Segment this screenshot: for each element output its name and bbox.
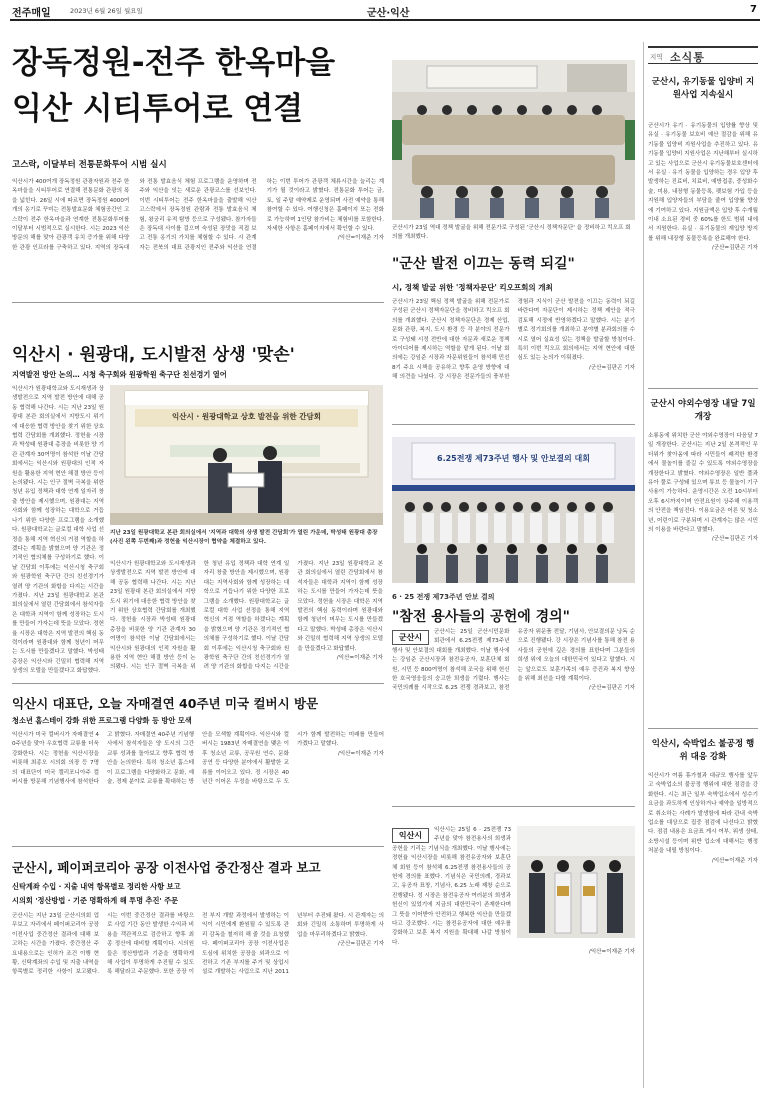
story1-byline: /익산=이재준 기자: [337, 235, 384, 242]
sidebar-divider-1: [648, 388, 758, 389]
story7-byline: /익산=이재준 기자: [588, 949, 635, 956]
sidebar-header-title: 소식통: [670, 51, 705, 64]
story3-body: 익산시가 미국 컬버시가 자매결연 40주년을 맞아 우호협력 교류를 더욱 강화한다. 시는 정헌율 익산시장을 비롯해 최종오 시의회 의장 등 7명의 대표단이 미국 캘리포니아주 컬버시를 방문해 기념행사에 참석한다고 밝혔다. 자매결연 40주년 기념행사에서 참석자들은 양 도시의 그간 교류 성과를 돌아보고 향후 협력 방안을 논의한다. 특히 청소년 홈스테이 프로그램을 다양화하고 문화, 예술, 경제 분야로 교류를 확대하는 방안을 모색할 계획이다. 익산시와 컬버시는 1983년 자매결연을 맺은 이후 청소년 교류, 공무원 연수, 문화공연 등 다양한 분야에서 활발한 교류를 이어오고 있다. 정 시장은 40년간 이어온 우정을 바탕으로 두 도시가 함께 발전하는 미래를 만들어 가겠다고 말했다. /익산=이재준 기자: [12, 732, 384, 786]
story3-bottom-rule: [12, 846, 384, 847]
story5-subhead: 시, 정책 발굴 위한 '정책자문단' 킥오프회의 개최: [392, 283, 553, 292]
honor-ceremony-photo-illustration: [517, 826, 635, 938]
story1-headline-line1: 장독정원-전주 한옥마을: [12, 45, 336, 81]
story3-subhead: 청소년 홈스테이 강화 위한 프로그램 다양화 등 방안 모색: [12, 716, 192, 725]
story2-byline: /익산=이재준 기자: [336, 655, 383, 662]
masthead-paper-name: 전주매일: [12, 8, 51, 19]
story6-photo-ceremony: [392, 437, 635, 583]
sidebar-header: [648, 46, 758, 64]
story3-byline: /익산=이재준 기자: [337, 750, 384, 757]
story1-subhead: 고스락, 이달부터 전통문화투어 시범 실시: [12, 160, 167, 170]
story6-byline: /군산=김판곤 기자: [588, 685, 635, 692]
story1-headline-line2: 익산 시티투어로 연결: [12, 91, 304, 127]
sidebar-item-1-title: 군산시, 유기동물 입양비 지원사업 지속실시: [651, 77, 755, 100]
sidebar-item-2-body: 소룡동에 위치한 군산 야외수영장이 다음달 7일 개장한다. 군산시는 지난 2일 본격적인 무더위가 찾아옴에 따라 시민들이 쾌적한 환경에서 물놀이를 즐길 수 있도록 야외수영장을 개장한다고 밝혔다. 야외수영장은 일반 풀과 유아 풀로 구성돼 있으며 튜브 등 물놀이 기구 사용이 가능하다. 운영시간은 오전 10시부터 오후 6시까지이며 안전요원이 상주해 이용객의 안전을 책임진다. 이용요금은 어른 및 청소년, 어린이로 구분되며 시 관계자는 많은 시민의 이용을 바란다고 말했다. /군산=김판곤 기자: [648, 432, 758, 714]
story6-label: 6 · 25 전쟁 제73주년 안보 결의: [392, 593, 495, 601]
story6-headline: "참전 용사들의 공헌에 경의": [392, 609, 570, 625]
sidebar-item-3-title: 익산시, 숙박업소 불공정 행위 대응 강화: [651, 739, 755, 762]
story5-bottom-rule: [392, 424, 635, 425]
meeting-room-photo-illustration: [392, 60, 635, 220]
story7-body: 익산시는 25일 6 · 25전쟁 73주년을 맞아 참전용사의 희생과 공헌을 기리는 기념식을 개최했다. 이날 행사에는 정헌율 익산시장을 비롯해 참전유공자와 보훈단체 회원 등이 참석해 6.25전쟁 참전용사들의 공헌에 경의를 표했다. 기념식은 국민의례, 경과보고, 유공자 표창, 기념사, 6.25 노래 제창 순으로 진행됐다. 정 시장은 참전유공자 여러분의 희생과 헌신이 있었기에 지금의 대한민국이 존재한다며 그 뜻을 이어받아 안전하고 행복한 익산을 만들겠다고 강조했다. 시는 참전유공자에 대한 예우를 강화하고 보훈 복지 지원을 확대해 나갈 방침이다. /익산=이재준 기자: [392, 826, 635, 1088]
sidebar-header-prefix: 지역: [650, 53, 663, 61]
sidebar-item-1-body: 군산시가 유기 · 유기동물의 입양률 향상 및 유실 · 유기동물 보호비 예산 절감을 위해 유기동물 입양비 지원사업을 추진하고 있다. 유기동물 입양비 지원사업은 지난해부터 실시하고 있는 사업으로 군산시 유기동물보호센터에서 유실 · 유기 동물을 입양하는 경우 입양 후 발생하는 진료비, 치료비, 예방접종, 중성화수술, 미용, 내장형 동물등록, 펫보험 가입 등을 지원해 입양자들의 부담을 줄여 입양률 향상에 기여하고 있다. 지원금액은 입양 후 수개월 이내 소요된 경비 중 60%를 한도 범위 내에서 지원한다. 유실 · 유기동물의 재입양 방지를 위해 내장형 동물등록을 완료해야 한다. /군산=김판곤 기자: [648, 122, 758, 382]
story4-subhead2: 시의회 '정산방법 · 기준 명확하게 해 투명 추진' 주문: [12, 896, 179, 905]
story2-body-right: 익산시가 원광대학교와 도시재생과 상생발전으로 지역 발전 방안에 대해 공동 협력해 나간다. 시는 지난 23일 원광대 본관 회의실에서 지방도시 위기에 대응한 협력 방안을 찾기 위한 상호협력 간담회를 개최했다. 정헌율 시장과 박성태 원광대 총장을 비롯한 양 기관 관계자 30여명이 참석한 이날 간담회에서는 익산시와 원광대의 인적 자원을 활용한 지역 현안 해결 방안 등이 논의됐다. 시는 인구 절벽 극복을 위한 청년 유입 정책과 대학 연계 일자리 창출 방안을 제시했으며, 원광대는 지역사회와 함께 성장하는 대학으로 거듭나기 위한 다양한 프로그램을 소개했다. 원광대학교는 글로컬 대학 사업 선정을 통해 지역 혁신의 거점 역할을 하겠다는 계획을 밝혔으며 양 기관은 정기적인 협의체를 구성하기로 했다. 이날 간담회 이후에는 익산시청 축구회와 원광학원 축구단 간의 친선경기가 열려 양 기관의 화합을 다지는 시간을 가졌다. 지난 23일 원광대학교 본관 회의실에서 열린 간담회에서 참석자들은 대학과 지역이 함께 성장하는 도시를 만들어 가자는데 뜻을 모았다. 정헌율 시장은 대학은 지역 발전의 핵심 동력이라며 원광대와 함께 청년이 머무는 도시를 만들겠다고 말했다. 박성태 총장은 익산시와 긴밀히 협력해 지역 상생의 모델을 만들겠다고 화답했다. /익산=이재준 기자: [110, 561, 383, 671]
story5-byline: /군산=김판곤 기자: [588, 364, 635, 371]
story1-bottom-rule: [12, 302, 384, 303]
sidebar-item-3: [648, 738, 758, 1082]
story5-caption: 군산시가 23일 역대 정책 발굴을 위해 전문가로 구성된 '군산시 정책자문단' 을 정비하고 킥오프 회의를 개최했다.: [392, 225, 631, 240]
masthead-section: 군산·익산: [367, 8, 410, 19]
story6-bottom-rule: [392, 806, 635, 807]
sidebar-divider-2: [648, 728, 758, 729]
sidebar-item-3-byline: /익산=이재준 기자: [711, 857, 758, 864]
sidebar-item-3-body: 익산시가 여름 휴가철과 대규모 행사를 앞두고 숙박업소의 불공정 행위에 대한 점검을 강화한다. 시는 최근 일부 숙박업소에서 성수기 요금을 과도하게 인상하거나 예약을 일방적으로 취소하는 사례가 발생함에 따라 관내 숙박업소를 대상으로 집중 점검에 나선다고 밝혔다. 점검 내용은 요금표 게시 여부, 위생 상태, 소방시설 등이며 위반 업소에 대해서는 행정처분을 내릴 방침이다. /익산=이재준 기자: [648, 772, 758, 1082]
story5-body: 군산시가 23일 핵심 정책 발굴을 위해 전문가로 구성된 군산시 정책자문단을 정비하고 킥오프 회의를 개최했다. 군산시 정책자문단은 경제 산업, 문화 관광, 복지, 도시 환경 등 각 분야의 전문가로 구성돼 시정 전반에 대한 자문과 새로운 정책 아이디어를 제시하는 역할을 맡게 된다. 이날 회의에는 강임준 시장과 자문위원들이 참석해 민선 8기 주요 시책을 공유하고 향후 운영 방향에 대해 의견을 나눴다. 강 시장은 전문가들의 풍부한 경험과 지식이 군산 발전을 이끄는 동력이 되길 바란다며 자문단이 제시하는 정책 제안을 적극 검토해 시정에 반영하겠다고 말했다. 시는 분기별로 정기회의를 개최하고 분야별 분과회의를 수시로 열어 실효성 있는 정책을 발굴할 방침이다. 특히 이번 킥오프 회의에서는 지역 현안에 대한 심도 있는 논의가 이뤄졌다. /군산=김판곤 기자: [392, 299, 635, 381]
masthead-date: 2023년 6월 26일 월요일: [70, 7, 143, 15]
story4-headline: 군산시, 페이퍼코리아 공장 이전사업 중간정산 결과 보고: [12, 860, 321, 875]
story2-headline: 익산시 · 원광대, 도시발전 상생 '맞손': [12, 345, 295, 365]
masthead-page-number: 7: [750, 4, 757, 15]
story1-body: 익산시가 400여개 장독정원 관광자원과 전주 한옥마을을 시티투어로 연결해 전통문화 관광의 폭을 넓힌다. 26일 시에 따르면 장독정원 4000여개의 옹기로 꾸미는 전통발효문화 체험공간인 고스락이 전주 한옥마을과 연계한 전통문화투어를 이달부터 시범적으로 실시한다. 시는 2023 익산방문의 해를 맞아 관광객 유치 증가를 위해 다양한 관광 인프라를 구축하고 있다. 지역의 장독대와 전통 발효음식 체험 프로그램을 운영하며 전주와 익산을 잇는 새로운 관광코스를 선보인다. 이번 시티투어는 전주 한옥마을을 출발해 익산 고스락에서 장독정원 관람과 전통 발효음식 체험, 왕궁리 유적 탐방 등으로 구성됐다. 참가자들은 장독대 사이를 걸으며 숙성된 장맛을 직접 보고 전통 옹기의 가치를 체험할 수 있다. 시 관계자는 전북의 대표 관광지인 전주와 익산을 연결하는 이번 투어가 관광객 체류시간을 늘리는 계기가 될 것이라고 밝혔다. 전통문화 투어는 금, 토, 일 주말 예약제로 운영되며 사전 예약을 통해 참여할 수 있다. 여행신청은 홈페이지 또는 전화로 가능하며 1인당 참가비는 체험비를 포함한다. 자세한 사항은 홈페이지에서 확인할 수 있다. /익산=이재준 기자: [12, 179, 384, 251]
sidebar-item-2-byline: /군산=김판곤 기자: [711, 536, 758, 543]
story7-photo-honor: [517, 826, 635, 938]
story6-tag: 군산시: [392, 630, 429, 645]
masthead: [12, 4, 758, 18]
story5-headline: "군산 발전 이끄는 동력 되길": [392, 256, 575, 272]
story5-photo-meeting: [392, 60, 635, 220]
sidebar-item-2: [648, 398, 758, 714]
story3-headline: 익산시 대표단, 오늘 자매결연 40주년 미국 컬버시 방문: [12, 696, 319, 711]
story2-subhead: 지역발전 방안 논의… 시청 축구회와 원광학원 축구단 친선경기 열어: [12, 370, 227, 379]
sidebar-item-1: [648, 76, 758, 382]
sidebar-item-2-title: 군산시 야외수영장 내달 7일 개장: [650, 399, 756, 422]
story4-body: 군산시는 지난 23일 군산시의회 업무보고 자리에서 페이퍼코리아 공장 이전사업 중간정산 결과에 대해 보고하는 시간을 가졌다. 중간정산 주요내용으로는 인허가 조건 이행 현황, 신탁계좌의 수입 및 지출 내역을 항목별로 정리한 사항이 보고됐다. 시는 이번 중간정산 결과를 바탕으로 사업 기간 동안 발생한 수익과 비용을 객관적으로 검증하고 향후 최종 정산에 대비할 계획이다. 시의원들은 정산방법과 기준을 명확하게 해 사업이 투명하게 추진될 수 있도록 해달라고 주문했다. 또한 공장 이전 부지 개발 과정에서 발생하는 이익이 시민에게 환원될 수 있도록 관리 감독을 철저히 해 줄 것을 요청했다. 페이퍼코리아 공장 이전사업은 도심에 위치한 공장을 외곽으로 이전하고 기존 부지를 주거 및 상업시설로 개발하는 사업으로 지난 2011년부터 추진돼 왔다. 시 관계자는 의회와 긴밀히 소통하며 투명하게 사업을 마무리하겠다고 밝혔다. /군산=김판곤 기자: [12, 913, 384, 976]
story4-byline: /군산=김판곤 기자: [337, 941, 384, 948]
sidebar-item-1-byline: /군산=김판곤 기자: [711, 245, 758, 252]
story6-photo-banner: 6.25전쟁 제73주년 행사 및 안보결의 대회: [437, 454, 590, 463]
story2-photo-banner: 익산시 · 원광대학교 상호 발전을 위한 간담회: [172, 412, 321, 421]
story2-bottom-rule: [12, 683, 384, 684]
sidebar: [643, 42, 761, 1088]
story6-body: 군산시는 25일 군산시민문화회관에서 6.25전쟁 제73주년 행사 및 안보결의 대회를 개최했다. 이날 행사에는 강임준 군산시장과 참전유공자, 보훈단체 회원, 시민 등 800여명이 참석해 조국을 위해 헌신한 호국영웅들의 숭고한 희생을 기렸다. 행사는 국민의례를 시작으로 6.25 전쟁 경과보고, 참전유공자 위문품 전달, 기념사, 안보결의문 낭독 순으로 진행됐다. 강 시장은 기념사를 통해 참전 용사들의 공헌에 깊은 경의를 표한다며 그분들의 희생 위에 오늘의 대한민국이 있다고 말했다. 시는 앞으로도 보훈가족의 예우 증진과 복지 향상을 위해 최선을 다할 계획이다. /군산=김판곤 기자: [392, 628, 635, 802]
story4-subhead1: 신탁계좌 수입 · 지출 내역 항목별로 정리한 사항 보고: [12, 882, 181, 891]
story2-caption: 지난 23일 원광대학교 본관 회의실에서 '지역과 대학의 상생 발전 간담회'가 열린 가운데, 박성태 원광대 총장(사진 왼쪽 두번째)과 정헌율 익산시장이 협약을 체결하고 있다.: [110, 530, 378, 545]
masthead-rule: [10, 19, 760, 21]
agreement-photo-illustration: [110, 385, 383, 525]
story2-body-left: 익산시가 원광대학교와 도시재생과 상생발전으로 지역 발전 방안에 대해 공동 협력해 나간다. 시는 지난 23일 원광대 본관 회의실에서 지방도시 위기에 대응한 협력 방안을 찾기 위한 상호협력 간담회를 개최했다. 정헌율 시장과 박성태 원광대 총장을 비롯한 양 기관 관계자 30여명이 참석한 이날 간담회에서는 익산시와 원광대의 인적 자원을 활용한 지역 현안 해결 방안 등이 논의됐다. 시는 인구 절벽 극복을 위한 청년 유입 정책과 대학 연계 일자리 창출 방안을 제시했으며, 원광대는 지역사회와 함께 성장하는 대학으로 거듭나기 위한 다양한 프로그램을 소개했다. 원광대학교는 글로컬 대학 사업 선정을 통해 지역 혁신의 거점 역할을 하겠다는 계획을 밝혔으며 양 기관은 정기적인 협의체를 구성하기로 했다. 이날 간담회 이후에는 익산시청 축구회와 원광학원 축구단 간의 친선경기가 열려 양 기관의 화합을 다지는 시간을 가졌다. 지난 23일 원광대학교 본관 회의실에서 열린 간담회에서 참석자들은 대학과 지역이 함께 성장하는 도시를 만들어 가자는데 뜻을 모았다. 정헌율 시장은 대학은 지역 발전의 핵심 동력이라며 원광대와 함께 청년이 머무는 도시를 만들겠다고 말했다. 박성태 총장은 익산시와 긴밀히 협력해 지역 상생의 모델을 만들겠다고 화답했다.: [12, 386, 104, 675]
story2-photo-agreement: [110, 385, 383, 525]
story7-tag: 익산시: [392, 828, 429, 843]
